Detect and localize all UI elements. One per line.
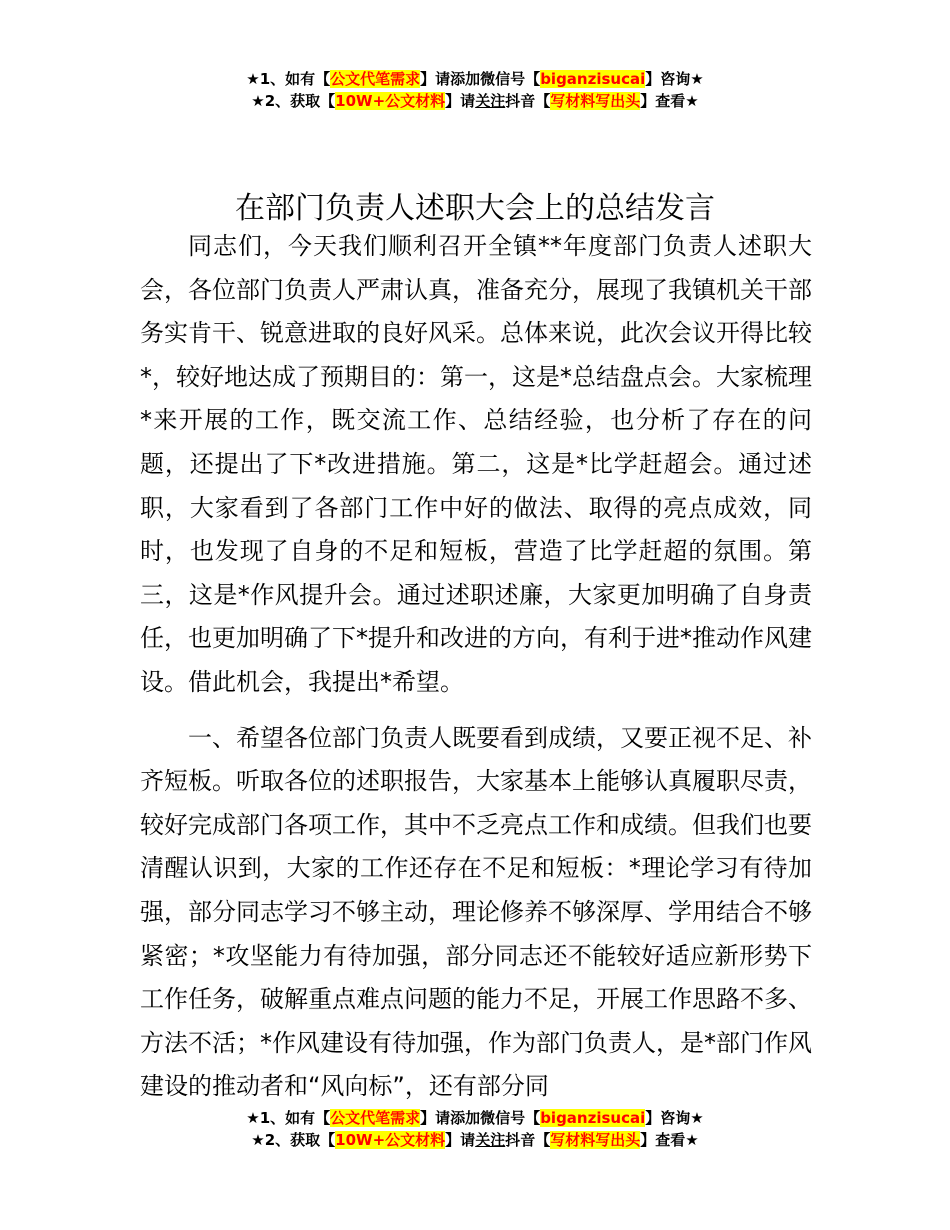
document-title: 在部门负责人述职大会上的总结发言 xyxy=(235,191,715,227)
star-icon: ★ xyxy=(685,1131,699,1149)
banner-text: 】查看 xyxy=(640,1131,686,1149)
highlight-text: 公文代笔需求 xyxy=(330,1109,421,1127)
star-icon: ★ xyxy=(246,70,260,88)
highlight-text: 公文代笔需求 xyxy=(330,70,421,88)
underlined-text: 关注 xyxy=(475,92,506,110)
banner-text: 1、如有【 xyxy=(259,70,331,88)
highlight-text: 10W+公文材料 xyxy=(335,1131,446,1149)
banner-line-1 xyxy=(0,68,950,90)
banner-text: 】查看 xyxy=(640,92,686,110)
banner-text: 】请添加微信号【 xyxy=(420,70,541,88)
star-icon: ★ xyxy=(690,70,704,88)
highlight-text: 10W+公文材料 xyxy=(335,92,446,110)
banner-text: 】咨询 xyxy=(645,70,691,88)
star-icon: ★ xyxy=(685,92,699,110)
banner-text: 2、获取【 xyxy=(264,92,336,110)
header-banner xyxy=(0,68,950,112)
banner-text: 抖音【 xyxy=(505,92,551,110)
underlined-text: 关注 xyxy=(475,1131,506,1149)
paragraph-1: 同志们，今天我们顺利召开全镇**年度部门负责人述职大会，各位部门负责人严肃认真，准备充分，展现了我镇机关干部务实肯干、锐意进取的良好风采。总体来说，此次会议开得比较*，较好地达成了预期目的：第一，这是*总结盘点会。大家梳理*来开展的工作，既交流工作、总结经验，也分析了存在的问题，还提出了下*改进措施。第二，这是*比学赶超会。通过述职，大家看到了各部门工作中好的做法、取得的亮点成效，同时，也发现了自身的不足和短板，营造了比学赶超的氛围。第三，这是*作风提升会。通过述职述廉，大家更加明确了自身责任，也更加明确了下*提升和改进的方向，有利于进*推动作风建设。借此机会，我提出*希望。 xyxy=(140,232,812,696)
banner-text: 】请 xyxy=(445,1131,476,1149)
banner-text: 】请添加微信号【 xyxy=(420,1109,541,1127)
star-icon: ★ xyxy=(246,1109,260,1127)
banner-text: 】咨询 xyxy=(645,1109,691,1127)
banner-line-2 xyxy=(0,90,950,112)
footer-banner xyxy=(0,1107,950,1151)
document-body xyxy=(140,225,812,1109)
banner-text: 抖音【 xyxy=(505,1131,551,1149)
star-icon: ★ xyxy=(251,1131,265,1149)
banner-text: 2、获取【 xyxy=(264,1131,336,1149)
star-icon: ★ xyxy=(251,92,265,110)
highlight-text: 写材料写出头 xyxy=(550,92,641,110)
highlight-text: 写材料写出头 xyxy=(550,1131,641,1149)
banner-line-2 xyxy=(0,1129,950,1151)
wechat-id: biganzisucai xyxy=(540,70,646,88)
banner-line-1 xyxy=(0,1107,950,1129)
star-icon: ★ xyxy=(690,1109,704,1127)
wechat-id: biganzisucai xyxy=(540,1109,646,1127)
paragraph-2: 一、希望各位部门负责人既要看到成绩，又要正视不足、补齐短板。听取各位的述职报告，大家基本上能够认真履职尽责，较好完成部门各项工作，其中不乏亮点工作和成绩。但我们也要清醒认识到，大家的工作还存在不足和短板：*理论学习有待加强，部分同志学习不够主动，理论修养不够深厚、学用结合不够紧密；*攻坚能力有待加强，部分同志还不能较好适应新形势下工作任务，破解重点难点问题的能力不足，开展工作思路不多、方法不活；*作风建设有待加强，作为部门负责人，是*部门作风建设的推动者和“风向标”，还有部分同 xyxy=(140,723,812,1101)
banner-text: 1、如有【 xyxy=(259,1109,331,1127)
banner-text: 】请 xyxy=(445,92,476,110)
